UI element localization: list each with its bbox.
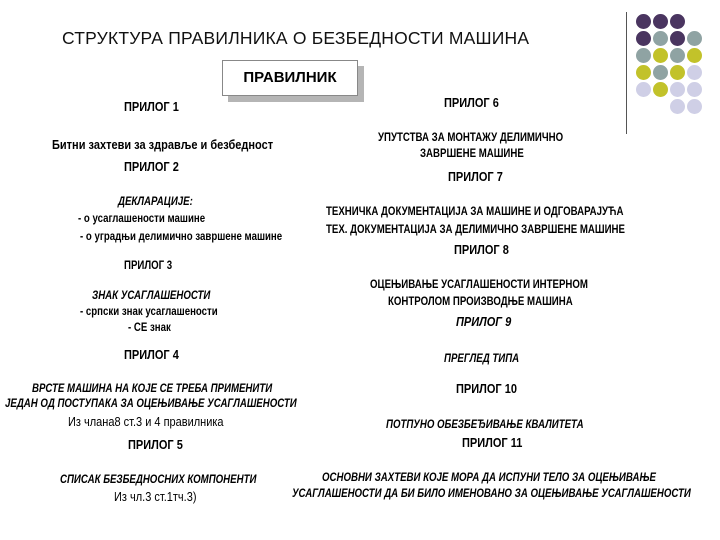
annex-11-line-2: УСАГЛАШЕНОСТИ ДА БИ БИЛО ИМЕНОВАНО ЗА ОЦЕЊИВАЊЕ УСАГЛАШЕНОСТИ: [292, 488, 691, 500]
annex-8-heading: ПРИЛОГ 8: [454, 243, 509, 257]
main-box-label: ПРАВИЛНИК: [243, 69, 337, 86]
annex-10-heading: ПРИЛОГ 10: [456, 382, 517, 396]
annex-11-heading: ПРИЛОГ 11: [462, 436, 523, 450]
decorative-dot: [636, 82, 651, 97]
annex-2-heading: ПРИЛОГ 2: [124, 160, 179, 174]
decorative-dot: [653, 82, 668, 97]
decorative-dot: [670, 31, 685, 46]
annex-4-line-1: ВРСТЕ МАШИНА НА КОЈЕ СЕ ТРЕБА ПРИМЕНИТИ: [32, 383, 273, 395]
annex-2-declarations-heading: ДЕКЛАРАЦИЈЕ:: [118, 196, 193, 208]
annex-7-line-2: ТЕХ. ДОКУМЕНТАЦИЈА ЗА ДЕЛИМИЧНО ЗАВРШЕНЕ МАШИНЕ: [326, 224, 625, 236]
decorative-dot: [670, 48, 685, 63]
annex-11-line-1: ОСНОВНИ ЗАХТЕВИ КОЈЕ МОРА ДА ИСПУНИ ТЕЛО ЗА ОЦЕЊИВАЊЕ: [322, 472, 656, 484]
divider-line: [626, 12, 627, 134]
annex-4-note: Из члана8 ст.3 и 4 правилника: [68, 415, 224, 429]
decorative-dot: [653, 65, 668, 80]
annex-6-line-2: ЗАВРШЕНЕ МАШИНЕ: [420, 148, 524, 160]
decorative-dot: [636, 65, 651, 80]
annex-6-heading: ПРИЛОГ 6: [444, 96, 499, 110]
annex-4-heading: ПРИЛОГ 4: [124, 348, 179, 362]
annex-3-heading: ПРИЛОГ 3: [124, 260, 173, 272]
annex-5-heading: ПРИЛОГ 5: [128, 438, 183, 452]
decorative-dot: [653, 14, 668, 29]
decorative-dot: [670, 14, 685, 29]
decorative-dot: [687, 31, 702, 46]
decorative-dot: [687, 65, 702, 80]
annex-7-heading: ПРИЛОГ 7: [448, 170, 503, 184]
annex-2-line-2: - о уградњи делимично завршене машине: [80, 231, 283, 243]
decorative-dot: [687, 82, 702, 97]
annex-1-heading: ПРИЛОГ 1: [124, 100, 179, 114]
decorative-dot: [670, 99, 685, 114]
annex-5-line: СПИСАК БЕЗБЕДНОСНИХ КОМПОНЕНТИ: [60, 474, 257, 486]
decorative-dot: [687, 99, 702, 114]
annex-8-line-1: ОЦЕЊИВАЊЕ УСАГЛАШЕНОСТИ ИНТЕРНОМ: [370, 279, 588, 291]
decorative-dot: [636, 14, 651, 29]
annex-3-line-1: - српски знак усаглашености: [80, 306, 218, 318]
decorative-dot: [653, 48, 668, 63]
decorative-dot: [636, 31, 651, 46]
annex-9-heading: ПРИЛОГ 9: [456, 315, 512, 329]
annex-8-line-2: КОНТРОЛОМ ПРОИЗВОДЊЕ МАШИНА: [388, 296, 573, 308]
annex-4-line-2: ЈЕДАН ОД ПОСТУПАКА ЗА ОЦЕЊИВАЊЕ УСАГЛАШЕНОСТИ: [5, 398, 297, 410]
annex-7-line-1: ТЕХНИЧКА ДОКУМЕНТАЦИЈА ЗА МАШИНЕ И ОДГОВАРАЈУЋА: [326, 206, 624, 218]
decorative-dot: [687, 48, 702, 63]
slide-title: СТРУКТУРА ПРАВИЛНИКА О БЕЗБЕДНОСТИ МАШИНА: [62, 28, 530, 48]
annex-3-mark-heading: ЗНАК УСАГЛАШЕНОСТИ: [92, 290, 211, 302]
annex-10-line: ПОТПУНО ОБЕЗБЕЂИВАЊЕ КВАЛИТЕТА: [386, 419, 584, 431]
annex-2-line-1: - о усаглашености машине: [78, 213, 206, 225]
annex-9-line: ПРЕГЛЕД ТИПА: [444, 353, 520, 365]
decorative-dot: [636, 48, 651, 63]
decorative-dot: [670, 82, 685, 97]
annex-6-line-1: УПУТСТВА ЗА МОНТАЖУ ДЕЛИМИЧНО: [378, 132, 564, 144]
annex-3-line-2: - CE знак: [128, 322, 171, 334]
annex-1-text: Битни захтеви за здравље и безбедност: [52, 138, 274, 152]
decorative-dot: [670, 65, 685, 80]
annex-5-note: Из чл.3 ст.1тч.3): [114, 490, 197, 504]
decorative-dot: [653, 31, 668, 46]
